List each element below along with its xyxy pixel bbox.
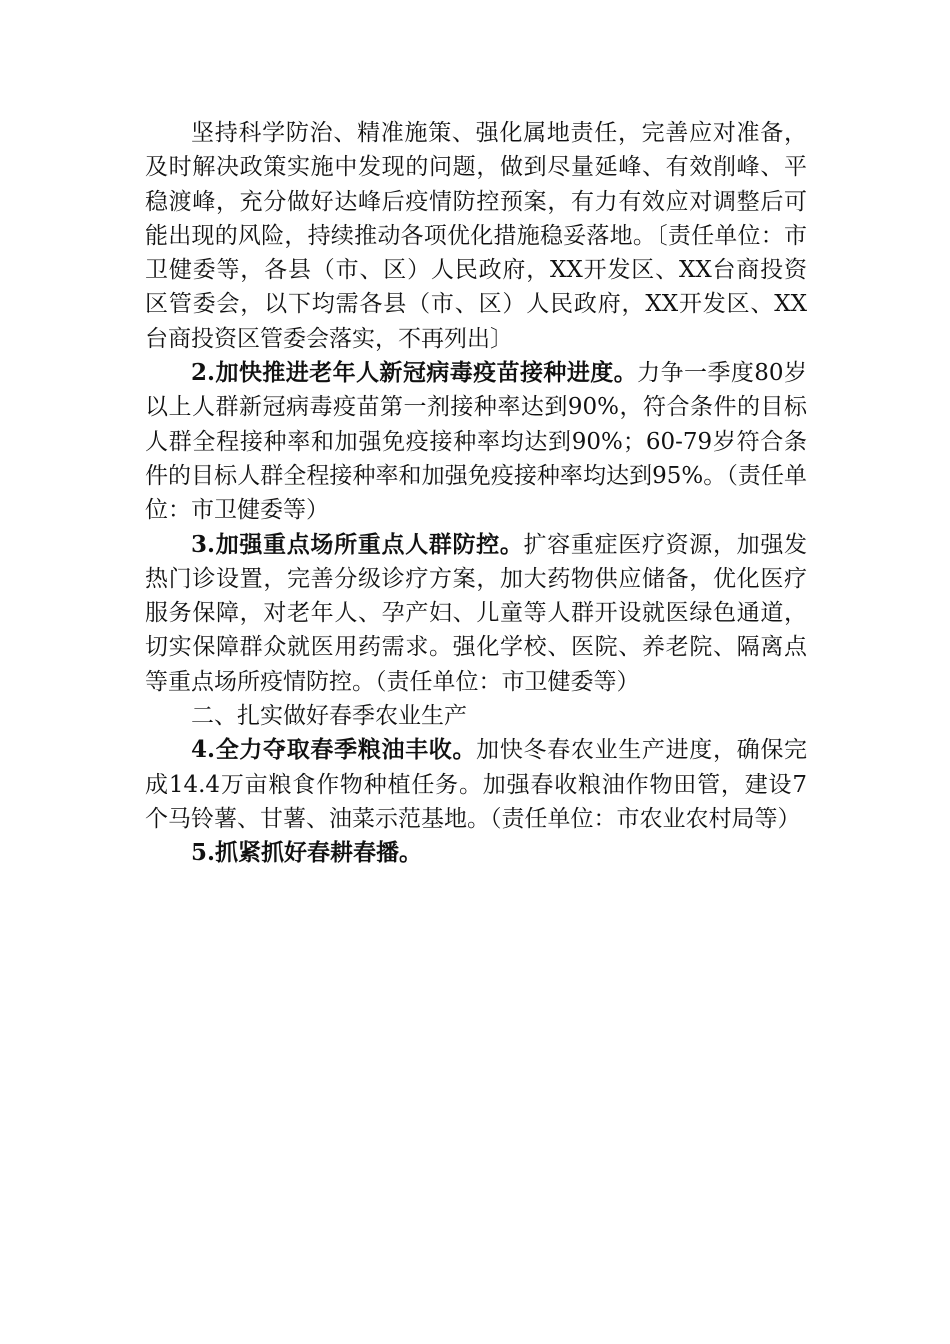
paragraph-grain-oil-harvest xyxy=(145,733,807,836)
paragraph-epidemic-measures xyxy=(145,116,807,356)
paragraph-text: 扩容重症医疗资源，加强发热门诊设置，完善分级诊疗方案，加大药物供应储备，优化医疗服务保障，对老年人、孕产妇、儿童等人群开设就医绿色通道，切实保障群众就医用药需求。强化学校、医院、养老院、隔离点等重点场所疫情防控。（责任单位：市卫健委等） xyxy=(145,531,808,695)
document-page xyxy=(145,116,807,871)
paragraph-heading: 4.全力夺取春季粮油丰收。 xyxy=(191,736,477,764)
section-heading-agriculture xyxy=(145,699,807,733)
paragraph-text: 坚持科学防治、精准施策、强化属地责任，完善应对准备，及时解决政策实施中发现的问题，做到尽量延峰、有效削峰、平稳渡峰，充分做好达峰后疫情防控预案，有力有效应对调整后可能出现的风险，持续推动各项优化措施稳妥落地。〔责任单位：市卫健委等，各县（市、区）人民政府，XX开发区、XX台商投资区管委会，以下均需各县（市、区）人民政府，XX开发区、XX台商投资区管委会落实，不再列出〕 xyxy=(145,120,807,352)
paragraph-heading: 5.抓紧抓好春耕春播。 xyxy=(191,839,423,867)
paragraph-vaccination xyxy=(145,356,807,527)
paragraph-heading: 3.加强重点场所重点人群防控。 xyxy=(191,530,524,558)
paragraph-heading: 2.加快推进老年人新冠病毒疫苗接种进度。 xyxy=(191,359,638,387)
paragraph-text: 力争一季度80岁以上人群新冠病毒疫苗第一剂接种率达到90%，符合条件的目标人群全程接种率和加强免疫接种率均达到90%；60-79岁符合条件的目标人群全程接种率和加强免疫接种率均达到95%。（责任单位：市卫健委等） xyxy=(145,360,807,524)
paragraph-spring-plowing xyxy=(145,836,807,870)
section-heading-text: 二、扎实做好春季农业生产 xyxy=(191,703,467,730)
paragraph-key-places xyxy=(145,528,807,699)
paragraph-text: 加快冬春农业生产进度，确保完成14.4万亩粮食作物种植任务。加强春收粮油作物田管，建设7个马铃薯、甘薯、油菜示范基地。（责任单位：市农业农村局等） xyxy=(145,737,808,832)
